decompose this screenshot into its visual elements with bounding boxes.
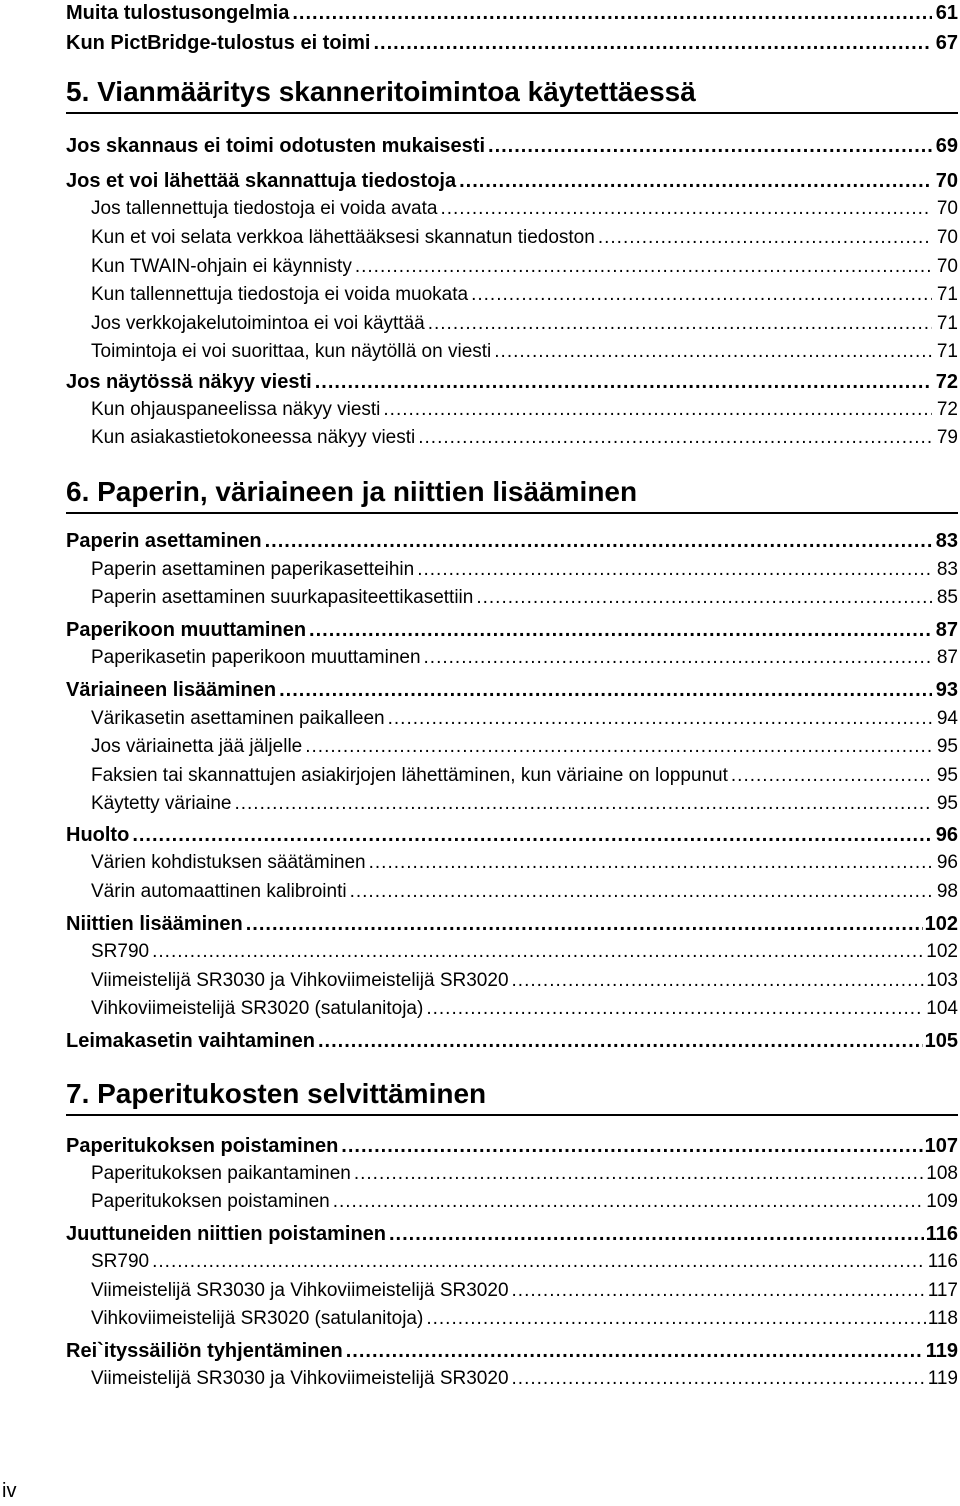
entry-page-number: 71 (936, 284, 958, 305)
dot-leader (152, 939, 924, 965)
entry-title: Paperikasetin paperikoon muuttaminen (91, 647, 421, 668)
toc-subsection-entry[interactable] (91, 339, 958, 365)
dot-leader (350, 879, 932, 905)
toc-section-entry[interactable] (66, 1133, 958, 1159)
entry-page-number: 94 (936, 708, 958, 729)
entry-page-number: 116 (925, 1223, 958, 1245)
entry-page-number: 85 (936, 587, 958, 608)
entry-page-number: 83 (935, 530, 958, 552)
entry-page-number: 70 (936, 227, 958, 248)
entry-page-number: 98 (936, 881, 958, 902)
entry-title: Kun asiakastietokoneessa näkyy viesti (91, 427, 416, 448)
dot-leader (292, 0, 932, 26)
entry-title: Paperitukoksen poistaminen (91, 1191, 330, 1212)
toc-subsection-entry[interactable] (91, 557, 958, 583)
entry-page-number: 96 (935, 824, 958, 846)
entry-title: Jos väriainetta jää jäljelle (91, 736, 303, 757)
dot-leader (426, 1306, 925, 1332)
toc-section-entry[interactable] (66, 1338, 958, 1364)
entry-title: Niittien lisääminen (66, 913, 243, 935)
dot-leader (355, 254, 932, 280)
entry-title: SR790 (91, 941, 150, 962)
toc-subsection-entry[interactable] (91, 1306, 958, 1332)
toc-subsection-entry[interactable] (91, 254, 958, 280)
dot-leader (494, 339, 932, 365)
entry-title: Leimakasetin vaihtaminen (66, 1030, 315, 1052)
entry-page-number: 108 (926, 1163, 958, 1184)
entry-page-number: 93 (935, 679, 958, 701)
entry-page-number: 67 (935, 32, 958, 54)
entry-title: Viimeistelijä SR3030 ja Vihkoviimeistelijä SR3020 (91, 1368, 509, 1389)
entry-title: Viimeistelijä SR3030 ja Vihkoviimeistelijä SR3020 (91, 970, 509, 991)
entry-title: Kun ohjauspaneelissa näkyy viesti (91, 399, 381, 420)
dot-leader (471, 282, 932, 308)
entry-title: Viimeistelijä SR3030 ja Vihkoviimeistelijä SR3020 (91, 1280, 509, 1301)
toc-subsection-entry[interactable] (91, 996, 958, 1022)
dot-leader (279, 677, 932, 703)
page-number: iv (2, 1480, 17, 1502)
dot-leader (152, 1249, 926, 1275)
toc-subsection-entry[interactable] (91, 879, 958, 905)
dot-leader (598, 225, 932, 251)
entry-title: Väriaineen lisääminen (66, 679, 277, 701)
toc-subsection-entry[interactable] (91, 585, 958, 611)
entry-title: Paperikoon muuttaminen (66, 619, 307, 641)
entry-title: SR790 (91, 1251, 150, 1272)
entry-title: Paperin asettaminen paperikasetteihin (91, 559, 415, 580)
entry-title: Faksien tai skannattujen asiakirjojen lähettäminen, kun väriaine on loppunut (91, 765, 728, 786)
dot-leader (731, 763, 932, 789)
toc-subsection-entry[interactable] (91, 1249, 958, 1275)
entry-page-number: 87 (936, 647, 958, 668)
toc-section-entry[interactable] (66, 677, 958, 703)
entry-page-number: 105 (924, 1030, 958, 1052)
toc-subsection-entry[interactable] (91, 645, 958, 671)
entry-page-number: 107 (924, 1135, 958, 1157)
entry-title: Värikasetin asettaminen paikalleen (91, 708, 385, 729)
toc-subsection-entry[interactable] (91, 196, 958, 222)
entry-title: Kun PictBridge-tulostus ei toimi (66, 32, 371, 54)
chapter-heading: 5. Vianmääritys skanneritoimintoa käytettäessä (66, 72, 958, 114)
entry-page-number: 71 (936, 313, 958, 334)
entry-title: Kun TWAIN-ohjain ei käynnisty (91, 256, 352, 277)
entry-title: Värien kohdistuksen säätäminen (91, 852, 366, 873)
entry-page-number: 119 (925, 1340, 958, 1362)
dot-leader (417, 557, 932, 583)
entry-page-number: 104 (926, 998, 958, 1019)
entry-page-number: 70 (936, 256, 958, 277)
dot-leader (346, 1338, 924, 1364)
toc-section-entry[interactable] (66, 0, 958, 26)
entry-title: Muita tulostusongelmia (66, 2, 290, 24)
entry-page-number: 87 (935, 619, 958, 641)
entry-title: Käytetty väriaine (91, 793, 232, 814)
dot-leader (440, 196, 932, 222)
toc-subsection-entry[interactable] (91, 734, 958, 760)
toc-section-entry[interactable] (66, 911, 958, 937)
toc-section-entry[interactable] (66, 617, 958, 643)
dot-leader (132, 822, 932, 848)
toc-section-entry[interactable] (66, 822, 958, 848)
entry-title: Paperitukoksen poistaminen (66, 1135, 339, 1157)
dot-leader (426, 996, 924, 1022)
entry-page-number: 119 (927, 1368, 958, 1389)
dot-leader (512, 1278, 926, 1304)
toc-subsection-entry[interactable] (91, 939, 958, 965)
entry-title: Paperitukoksen paikantaminen (91, 1163, 351, 1184)
toc-subsection-entry[interactable] (91, 706, 958, 732)
entry-title: Paperin asettaminen suurkapasiteettikasettiin (91, 587, 474, 608)
entry-title: Rei`ityssäiliön tyhjentäminen (66, 1340, 343, 1362)
toc-subsection-entry[interactable] (91, 1366, 958, 1392)
toc-section-entry[interactable] (66, 1028, 958, 1054)
chapter-heading: 6. Paperin, väriaineen ja niittien lisääminen (66, 472, 958, 514)
entry-title: Jos et voi lähettää skannattuja tiedostoja (66, 170, 457, 192)
entry-page-number: 117 (927, 1280, 958, 1301)
entry-page-number: 72 (936, 399, 958, 420)
dot-leader (383, 397, 932, 423)
entry-page-number: 70 (936, 198, 958, 219)
dot-leader (265, 528, 932, 554)
entry-title: Kun et voi selata verkkoa lähettääksesi skannatun tiedoston (91, 227, 595, 248)
toc-subsection-entry[interactable] (91, 225, 958, 251)
toc-subsection-entry[interactable] (91, 425, 958, 451)
toc-subsection-entry[interactable] (91, 311, 958, 337)
chapter-heading: 7. Paperitukosten selvittäminen (66, 1074, 958, 1116)
entry-title: Kun tallennettuja tiedostoja ei voida muokata (91, 284, 469, 305)
entry-page-number: 118 (927, 1308, 958, 1329)
entry-page-number: 103 (926, 970, 958, 991)
toc-subsection-entry[interactable] (91, 791, 958, 817)
entry-page-number: 72 (935, 371, 958, 393)
dot-leader (246, 911, 923, 937)
toc-subsection-entry[interactable] (91, 282, 958, 308)
entry-page-number: 116 (927, 1251, 958, 1272)
entry-page-number: 95 (936, 793, 958, 814)
dot-leader (389, 1221, 924, 1247)
entry-title: Toimintoja ei voi suorittaa, kun näytöllä on viesti (91, 341, 492, 362)
toc-subsection-entry[interactable] (91, 397, 958, 423)
entry-title: Jos tallennettuja tiedostoja ei voida avata (91, 198, 438, 219)
entry-page-number: 96 (936, 852, 958, 873)
dot-leader (333, 1189, 925, 1215)
dot-leader (512, 968, 925, 994)
toc-section-entry[interactable] (66, 369, 958, 395)
entry-title: Jos verkkojakelutoimintoa ei voi käyttää (91, 313, 425, 334)
entry-page-number: 95 (936, 765, 958, 786)
dot-leader (512, 1366, 926, 1392)
dot-leader (309, 617, 932, 643)
dot-leader (418, 425, 932, 451)
entry-page-number: 70 (935, 170, 958, 192)
entry-title: Vihkoviimeistelijä SR3020 (satulanitoja) (91, 1308, 424, 1329)
entry-title: Vihkoviimeistelijä SR3020 (satulanitoja) (91, 998, 424, 1019)
entry-title: Juuttuneiden niittien poistaminen (66, 1223, 386, 1245)
toc-subsection-entry[interactable] (91, 763, 958, 789)
toc-subsection-entry[interactable] (91, 1189, 958, 1215)
toc-section-entry[interactable] (66, 528, 958, 554)
entry-page-number: 102 (926, 941, 958, 962)
entry-page-number: 69 (935, 135, 958, 157)
toc-subsection-entry[interactable] (91, 850, 958, 876)
toc-subsection-entry[interactable] (91, 1278, 958, 1304)
entry-page-number: 71 (936, 341, 958, 362)
entry-page-number: 102 (924, 913, 958, 935)
dot-leader (341, 1133, 922, 1159)
entry-title: Jos näytössä näkyy viesti (66, 371, 312, 393)
dot-leader (459, 168, 932, 194)
dot-leader (388, 706, 932, 732)
toc-subsection-entry[interactable] (91, 1161, 958, 1187)
entry-page-number: 95 (936, 736, 958, 757)
entry-page-number: 61 (935, 2, 958, 24)
entry-title: Värin automaattinen kalibrointi (91, 881, 347, 902)
entry-title: Huolto (66, 824, 130, 846)
entry-page-number: 109 (926, 1191, 958, 1212)
dot-leader (373, 30, 932, 56)
toc-section-entry[interactable] (66, 133, 958, 159)
toc-section-entry[interactable] (66, 1221, 958, 1247)
dot-leader (318, 1028, 923, 1054)
dot-leader (369, 850, 932, 876)
dot-leader (424, 645, 932, 671)
entry-page-number: 79 (936, 427, 958, 448)
dot-leader (315, 369, 932, 395)
toc-section-entry[interactable] (66, 168, 958, 194)
dot-leader (234, 791, 932, 817)
entry-title: Paperin asettaminen (66, 530, 262, 552)
toc-section-entry[interactable] (66, 30, 958, 56)
dot-leader (476, 585, 932, 611)
toc-subsection-entry[interactable] (91, 968, 958, 994)
dot-leader (354, 1161, 924, 1187)
entry-page-number: 83 (936, 559, 958, 580)
dot-leader (305, 734, 932, 760)
dot-leader (488, 133, 932, 159)
entry-title: Jos skannaus ei toimi odotusten mukaisesti (66, 135, 486, 157)
dot-leader (428, 311, 932, 337)
